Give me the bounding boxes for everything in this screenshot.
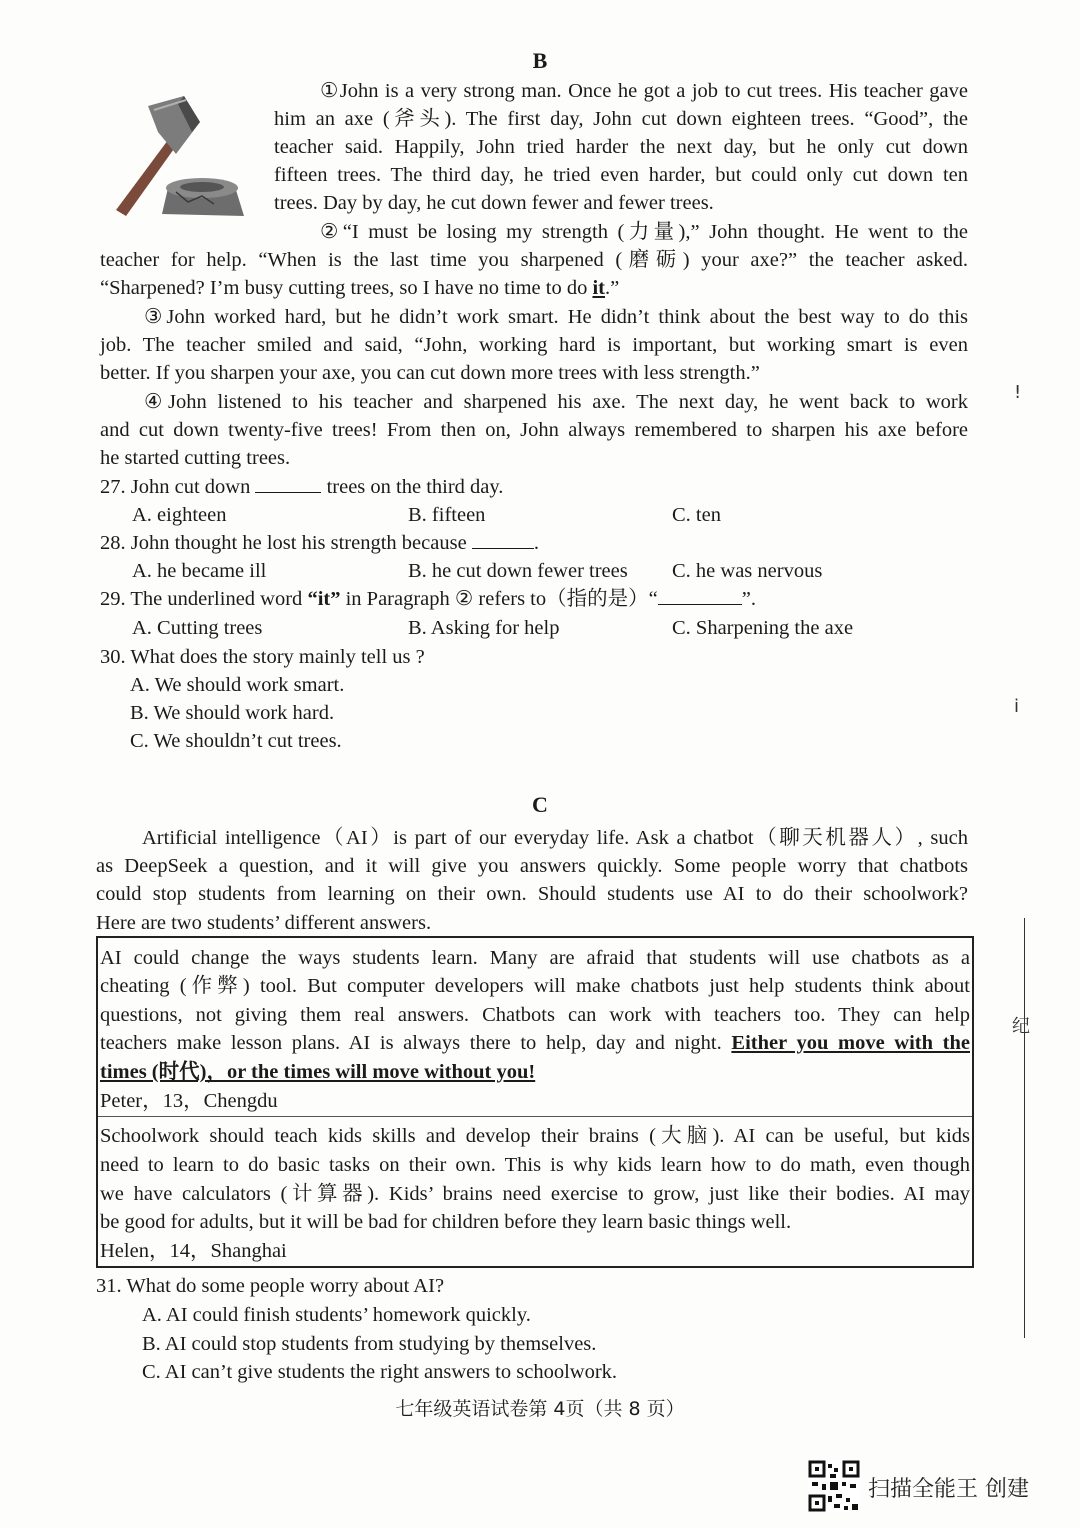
passage-b-p3-line3: better. If you sharpen your axe, you can cut down more trees with less strength.”: [100, 362, 760, 384]
option-29-a[interactable]: A. Cutting trees: [132, 617, 263, 639]
passage-c-intro-line3: could stop students from learning on their own. Should students use AI to do their schoolwork?: [96, 883, 968, 905]
peter-line5-bold: times (时代)，or the times will move without you!: [100, 1061, 536, 1083]
option-29-b[interactable]: B. Asking for help: [408, 617, 560, 639]
helen-line3: we have calculators (计算器). Kids’ brains need exercise to grow, just like their bodies. AI may: [100, 1183, 970, 1205]
passage-b-p4-line1: ④John listened to his teacher and sharpened his axe. The next day, he went back to work: [144, 391, 968, 413]
passage-b-p1-line1: ①John is a very strong man. Once he got a job to cut trees. His teacher gave: [320, 80, 968, 102]
option-28-c[interactable]: C. he was nervous: [672, 560, 823, 582]
passage-b-p3-line1: ③John worked hard, but he didn’t work smart. He didn’t think about the best way to do this: [144, 306, 968, 328]
question-29-it: “it”: [307, 588, 341, 610]
option-31-b[interactable]: B. AI could stop students from studying by themselves.: [142, 1333, 597, 1355]
passage-c-intro-line4: Here are two students’ different answers.: [96, 912, 432, 934]
question-27-text: 27. John cut down: [100, 476, 256, 498]
qr-code-icon: [808, 1460, 860, 1512]
question-30-stem: 30. What does the story mainly tell us ?: [100, 646, 425, 668]
option-30-c[interactable]: C. We shouldn’t cut trees.: [130, 730, 342, 752]
section-b-heading: B: [532, 48, 548, 73]
margin-mark-3: 纪: [1012, 1016, 1030, 1037]
question-28-stem: [100, 529, 539, 557]
passage-b-p1-line2: him an axe (斧头). The first day, John cut down eighteen trees. “Good”, the: [274, 108, 968, 130]
passage-b-p4-line3: he started cutting trees.: [100, 447, 291, 469]
scanner-watermark: 扫描全能王 创建: [868, 1477, 1029, 1502]
passage-b-p2-line3-end: .”: [604, 277, 620, 299]
question-29-stem: [100, 585, 756, 613]
question-27-text-end: trees on the third day.: [321, 476, 504, 498]
option-28-b[interactable]: B. he cut down fewer trees: [408, 560, 628, 582]
option-28-a[interactable]: A. he became ill: [132, 560, 267, 582]
option-30-a[interactable]: A. We should work smart.: [130, 674, 345, 696]
option-29-c[interactable]: C. Sharpening the axe: [672, 617, 854, 639]
passage-c-intro-line1: Artificial intelligence（AI）is part of our everyday life. Ask a chatbot（聊天机器人）, such: [142, 827, 968, 849]
question-29-text-end: ”.: [741, 588, 756, 610]
option-27-a[interactable]: A. eighteen: [132, 504, 227, 526]
option-31-a[interactable]: A. AI could finish students’ homework quickly.: [142, 1304, 531, 1326]
option-31-c[interactable]: C. AI can’t give students the right answers to schoolwork.: [142, 1361, 618, 1383]
answer-blank-28[interactable]: [472, 530, 534, 549]
option-30-b[interactable]: B. We should work hard.: [130, 702, 335, 724]
question-27-stem: [100, 473, 503, 501]
peter-line2: cheating (作弊) tool. But computer developers will make chatbots just help students think about: [100, 975, 970, 997]
question-29-text: 29. The underlined word: [100, 588, 308, 610]
section-c-heading: C: [532, 792, 548, 817]
answer-blank-29[interactable]: [658, 586, 742, 605]
question-31-stem: 31. What do some people worry about AI?: [96, 1275, 445, 1297]
option-27-b[interactable]: B. fifteen: [408, 504, 486, 526]
option-27-c[interactable]: C. ten: [672, 504, 721, 526]
passage-b-p4-line2: and cut down twenty-five trees! From then on, John always remembered to sharpen his axe before: [100, 419, 968, 441]
page-footer: 七年级英语试卷第 4页（共 8 页）: [395, 1398, 685, 1420]
passage-b-p1-line4: fifteen trees. The third day, he tried even harder, but could only cut down ten: [274, 164, 968, 186]
peter-line3: questions, not giving them real answers. Chatbots can work with teachers too. They can help: [100, 1004, 970, 1026]
passage-b-p2-line3: [100, 274, 619, 302]
helen-signature: Helen，14，Shanghai: [100, 1240, 287, 1262]
peter-line4-bold: Either you move with the: [731, 1032, 970, 1054]
passage-b-p2-line1: ②“I must be losing my strength (力量),” John thought. He went to the: [320, 221, 968, 243]
margin-mark-2: i: [1014, 696, 1020, 717]
helen-line2: need to learn to do basic tasks on their own. This is why kids learn how to do math, even though: [100, 1154, 970, 1176]
peter-signature: Peter，13，Chengdu: [100, 1090, 278, 1112]
peter-line1: AI could change the ways students learn. Many are afraid that students will use chatbots as a: [100, 947, 970, 969]
peter-line4-text: teachers make lesson plans. AI is always there to help, day and night.: [100, 1032, 732, 1054]
passage-b-p1-line3: teacher said. Happily, John tried harder the next day, but he only cut down: [274, 136, 968, 158]
underlined-it: it: [592, 277, 605, 299]
margin-mark-1: !: [1014, 382, 1022, 403]
axe-icon: [104, 92, 254, 224]
question-28-text-end: .: [533, 532, 539, 554]
question-29-text-mid: in Paragraph ② refers to（指的是）“: [340, 588, 658, 610]
answer-blank-27[interactable]: [255, 474, 321, 493]
passage-c-intro-line2: as DeepSeek a question, and it will give you answers quickly. Some people worry that chatbots: [96, 855, 968, 877]
passage-b-p1-line5: trees. Day by day, he cut down fewer and fewer trees.: [274, 192, 714, 214]
helen-line1: Schoolwork should teach kids skills and develop their brains (大脑). AI can be useful, but kids: [100, 1125, 970, 1147]
peter-line4: [100, 1029, 970, 1057]
passage-b-p2-line3-text: “Sharpened? I’m busy cutting trees, so I have no time to do: [100, 277, 593, 299]
question-28-text: 28. John thought he lost his strength because: [100, 532, 472, 554]
opinions-divider: [98, 1116, 972, 1117]
passage-b-p3-line2: job. The teacher smiled and said, “John, working hard is important, but working smart is even: [100, 334, 968, 356]
axe-illustration: [104, 92, 254, 224]
margin-binding-line: [1024, 918, 1025, 1338]
helen-line4: be good for adults, but it will be bad for children before they learn basic things well.: [100, 1211, 792, 1233]
passage-b-p2-line2: teacher for help. “When is the last time you sharpened (磨砺) your axe?” the teacher asked.: [100, 249, 968, 271]
